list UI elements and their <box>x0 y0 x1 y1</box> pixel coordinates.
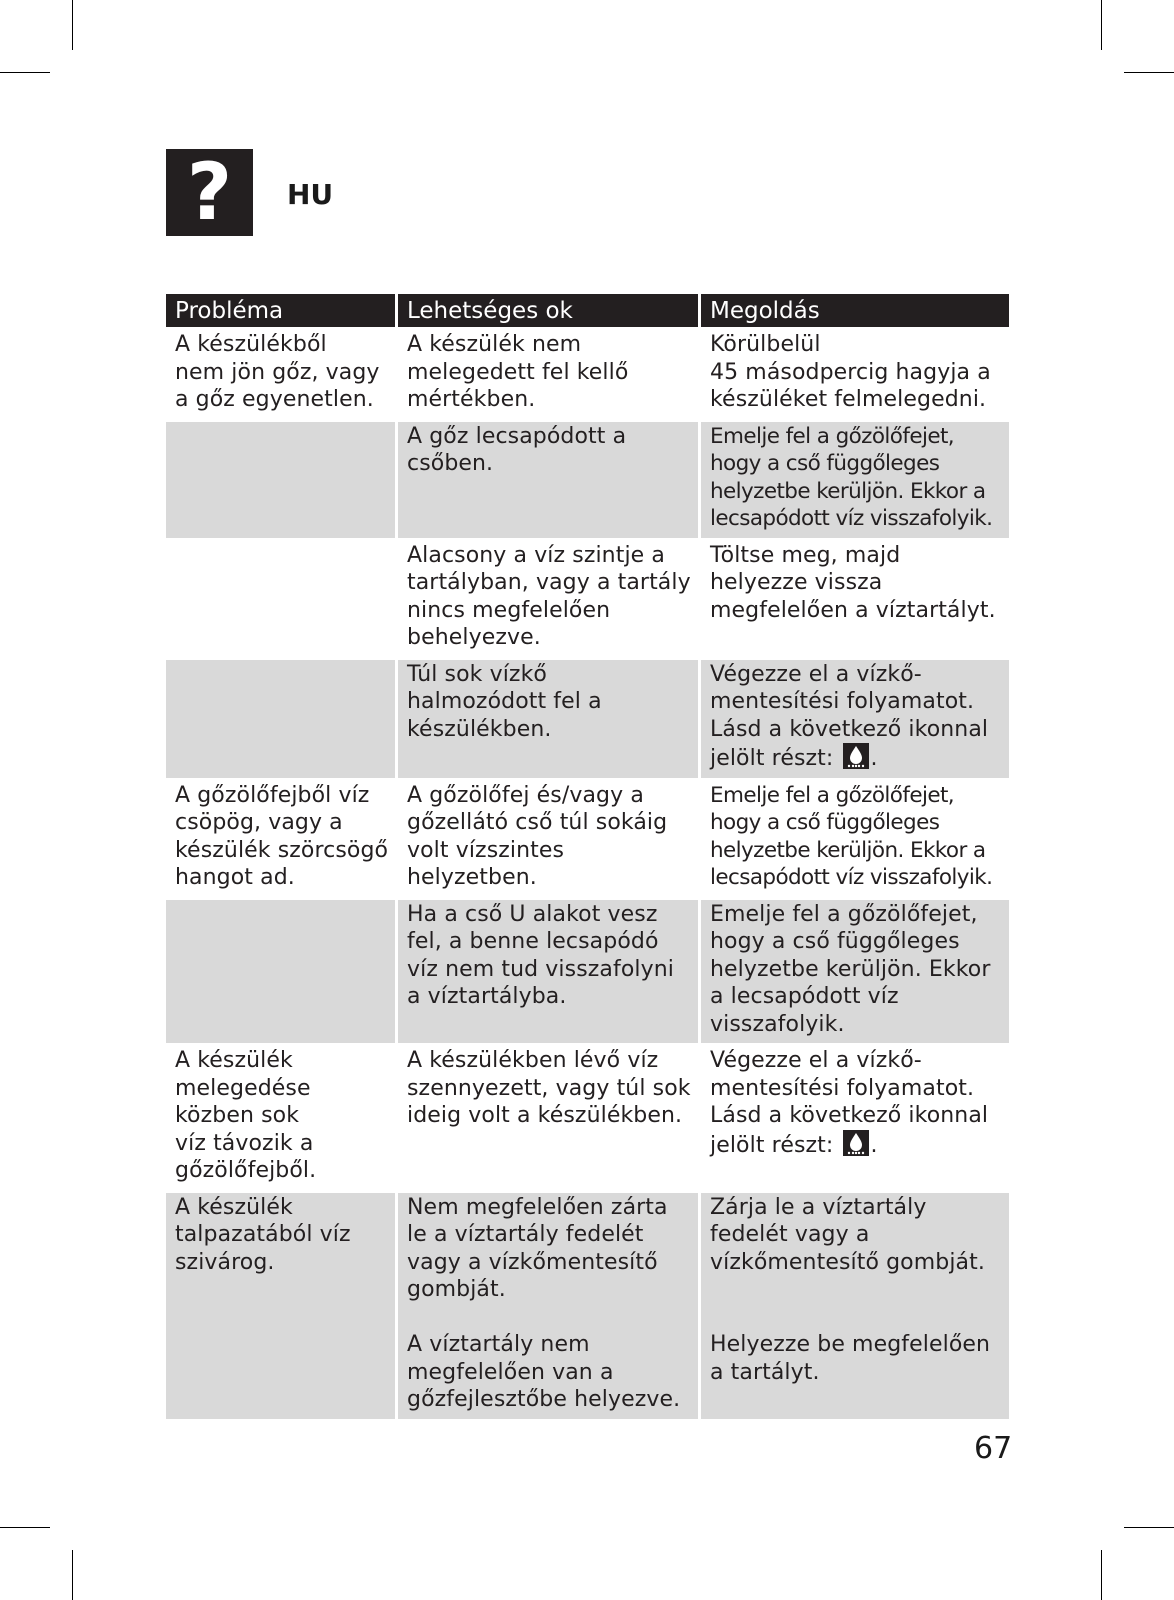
solution-cell: Körülbelül 45 másodpercig hagyja a készüléket felmelegedni. <box>701 330 1009 422</box>
cause-cell: A gőzölőfej és/vagy a gőzellátó cső túl sokáig volt vízszintes helyzetben. <box>398 781 698 900</box>
crop-mark-bottom-left-horizontal <box>0 1527 50 1528</box>
solution-cell <box>701 1046 1009 1193</box>
table-row <box>166 1193 1009 1422</box>
problem-cell <box>166 541 395 660</box>
problem-cell <box>166 900 395 1047</box>
problem-cell: A készülék talpazatából víz szivárog. <box>166 1193 395 1422</box>
solution-cell: Emelje fel a gőzölőfejet, hogy a cső függőleges helyzetbe kerüljön. Ekkor a lecsapódott víz visszafolyik. <box>701 781 1009 900</box>
problem-cell <box>166 660 395 781</box>
solution-cell <box>701 660 1009 781</box>
cause-cell: Nem megfelelően zárta le a víztartály fedelét vagy a vízkőmentesítő gombját. A víztartály nem megfelelően van a gőzfejlesztőbe helyezve. <box>398 1193 698 1422</box>
crop-mark-top-left-vertical <box>72 0 73 50</box>
table-row <box>166 422 1009 541</box>
cause-cell: Túl sok vízkő halmozódott fel a készülékben. <box>398 660 698 781</box>
problem-cell: A gőzölőfejből víz csöpög, vagy a készülék szörcsögő hangot ad. <box>166 781 395 900</box>
question-icon: ? <box>166 149 253 236</box>
problem-cell <box>166 422 395 541</box>
crop-mark-top-right-horizontal <box>1124 72 1174 73</box>
solution-text: Végezze el a vízkő- mentesítési folyamatot. Lásd a következő ikonnal jelölt részt: <box>710 1048 989 1158</box>
crop-mark-top-right-vertical <box>1101 0 1102 50</box>
cause-cell: Alacsony a víz szintje a tartályban, vagy a tartály nincs megfelelően behelyezve. <box>398 541 698 660</box>
solution-text: Végezze el a vízkő- mentesítési folyamatot. Lásd a következő ikonnal jelölt részt: <box>710 661 989 771</box>
solution-cell: Emelje fel a gőzölőfejet, hogy a cső függőleges helyzetbe kerüljön. Ekkor a lecsapódott víz visszafolyik. <box>701 900 1009 1047</box>
table-row <box>166 900 1009 1047</box>
table-row <box>166 660 1009 781</box>
cause-cell: A gőz lecsapódott a csőben. <box>398 422 698 541</box>
solution-text-end: . <box>870 746 878 771</box>
cause-cell: Ha a cső U alakot vesz fel, a benne lecsapódó víz nem tud visszafolyni a víztartályba. <box>398 900 698 1047</box>
solution-text-end: . <box>870 1132 878 1158</box>
header-problem: Probléma <box>166 294 395 330</box>
crop-mark-top-left-horizontal <box>0 72 50 73</box>
table-header-row <box>166 294 1009 330</box>
language-code: HU <box>287 178 334 211</box>
cause-cell: A készülék nem melegedett fel kellő mértékben. <box>398 330 698 422</box>
descale-icon <box>843 1130 869 1156</box>
troubleshooting-table <box>163 294 1012 1422</box>
header-solution: Megoldás <box>701 294 1009 330</box>
cause-cell: A készülékben lévő víz szennyezett, vagy túl sok ideig volt a készülékben. <box>398 1046 698 1193</box>
solution-cell: Zárja le a víztartály fedelét vagy a vízkőmentesítő gombját. Helyezze be megfelelően a tartályt. <box>701 1193 1009 1422</box>
table-row <box>166 1046 1009 1193</box>
table-row <box>166 781 1009 900</box>
crop-mark-bottom-right-vertical <box>1101 1550 1102 1600</box>
problem-cell: A készülék melegedése közben sok víz távozik a gőzölőfejből. <box>166 1046 395 1193</box>
solution-cell: Töltse meg, majd helyezze vissza megfelelően a víztartályt. <box>701 541 1009 660</box>
solution-cell: Emelje fel a gőzölőfejet, hogy a cső függőleges helyzetbe kerüljön. Ekkor a lecsapódott víz visszafolyik. <box>701 422 1009 541</box>
table-row <box>166 541 1009 660</box>
header-cause: Lehetséges ok <box>398 294 698 330</box>
table-row <box>166 330 1009 422</box>
page-number: 67 <box>974 1431 1013 1466</box>
crop-mark-bottom-right-horizontal <box>1124 1527 1174 1528</box>
problem-cell: A készülékből nem jön gőz, vagy a gőz egyenetlen. <box>166 330 395 422</box>
crop-mark-bottom-left-vertical <box>72 1550 73 1600</box>
descale-icon <box>843 743 869 769</box>
